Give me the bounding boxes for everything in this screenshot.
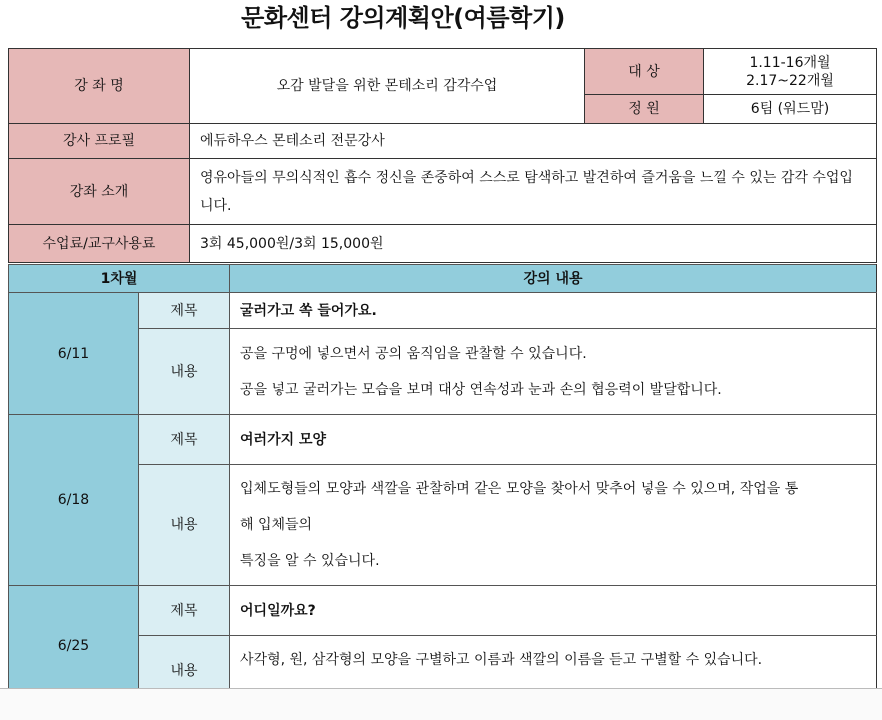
table-row	[9, 293, 877, 329]
content-header: 강의 내용	[230, 265, 877, 293]
target-line-2: 2.17~22개월	[746, 72, 834, 89]
profile-label: 강사 프로필	[9, 124, 190, 159]
title-label-1: 제목	[139, 293, 230, 329]
month-header: 1차월	[9, 265, 230, 293]
content-line: 특징을 알 수 있습니다.	[240, 553, 380, 569]
content-label-2: 내용	[139, 465, 230, 586]
lecture-content-2	[230, 465, 877, 586]
fee-value: 3회 45,000원/3회 15,000원	[190, 225, 877, 263]
page-footer-strip	[0, 688, 882, 720]
lecture-content-1	[230, 329, 877, 415]
content-label-1: 내용	[139, 329, 230, 415]
profile-value: 에듀하우스 몬테소리 전문강사	[190, 124, 877, 159]
course-info-table	[8, 48, 877, 263]
lecture-title-1: 굴러가고 쏙 들어가요.	[230, 293, 877, 329]
intro-label: 강좌 소개	[9, 159, 190, 225]
capacity-value: 6팀 (워드맘)	[704, 95, 877, 124]
target-label: 대 상	[585, 49, 704, 95]
lecture-date-3: 6/25	[9, 586, 139, 706]
content-line: 해 입체들의	[240, 517, 313, 533]
table-row	[9, 586, 877, 636]
fee-label: 수업료/교구사용료	[9, 225, 190, 263]
content-label-3: 내용	[139, 636, 230, 706]
capacity-label: 정 원	[585, 95, 704, 124]
content-line: 입체도형들의 모양과 색깔을 관찰하며 같은 모양을 찾아서 맞추어 넣을 수 있으며, 작업을 통	[240, 481, 799, 497]
content-line: 공을 구멍에 넣으면서 공의 움직임을 관찰할 수 있습니다.	[240, 345, 587, 362]
course-name-value: 오감 발달을 위한 몬테소리 감각수업	[190, 49, 585, 124]
content-line: 사각형, 원, 삼각형의 모양을 구별하고 이름과 색깔의 이름을 듣고 구별할 수 있습니다.	[240, 652, 763, 668]
lecture-title-3: 어디일까요?	[230, 586, 877, 636]
lecture-date-2: 6/18	[9, 415, 139, 586]
table-row	[9, 415, 877, 465]
lecture-title-2: 여러가지 모양	[230, 415, 877, 465]
title-label-2: 제목	[139, 415, 230, 465]
course-name-label: 강 좌 명	[9, 49, 190, 124]
lecture-plan-table	[8, 264, 877, 706]
intro-value: 영유아들의 무의식적인 흡수 정신을 존중하여 스스로 탐색하고 발견하여 즐거움을 느낄 수 있는 감각 수업입니다.	[190, 159, 877, 225]
target-line-1: 1.11-16개월	[749, 54, 831, 71]
table-row	[9, 329, 877, 415]
table-row	[9, 465, 877, 586]
content-line: 공을 넣고 굴러가는 모습을 보며 대상 연속성과 눈과 손의 협응력이 발달합니다.	[240, 381, 722, 398]
title-label-3: 제목	[139, 586, 230, 636]
target-value	[704, 49, 877, 95]
lecture-date-1: 6/11	[9, 293, 139, 415]
page-title: 문화센터 강의계획안(여름학기)	[241, 4, 565, 32]
